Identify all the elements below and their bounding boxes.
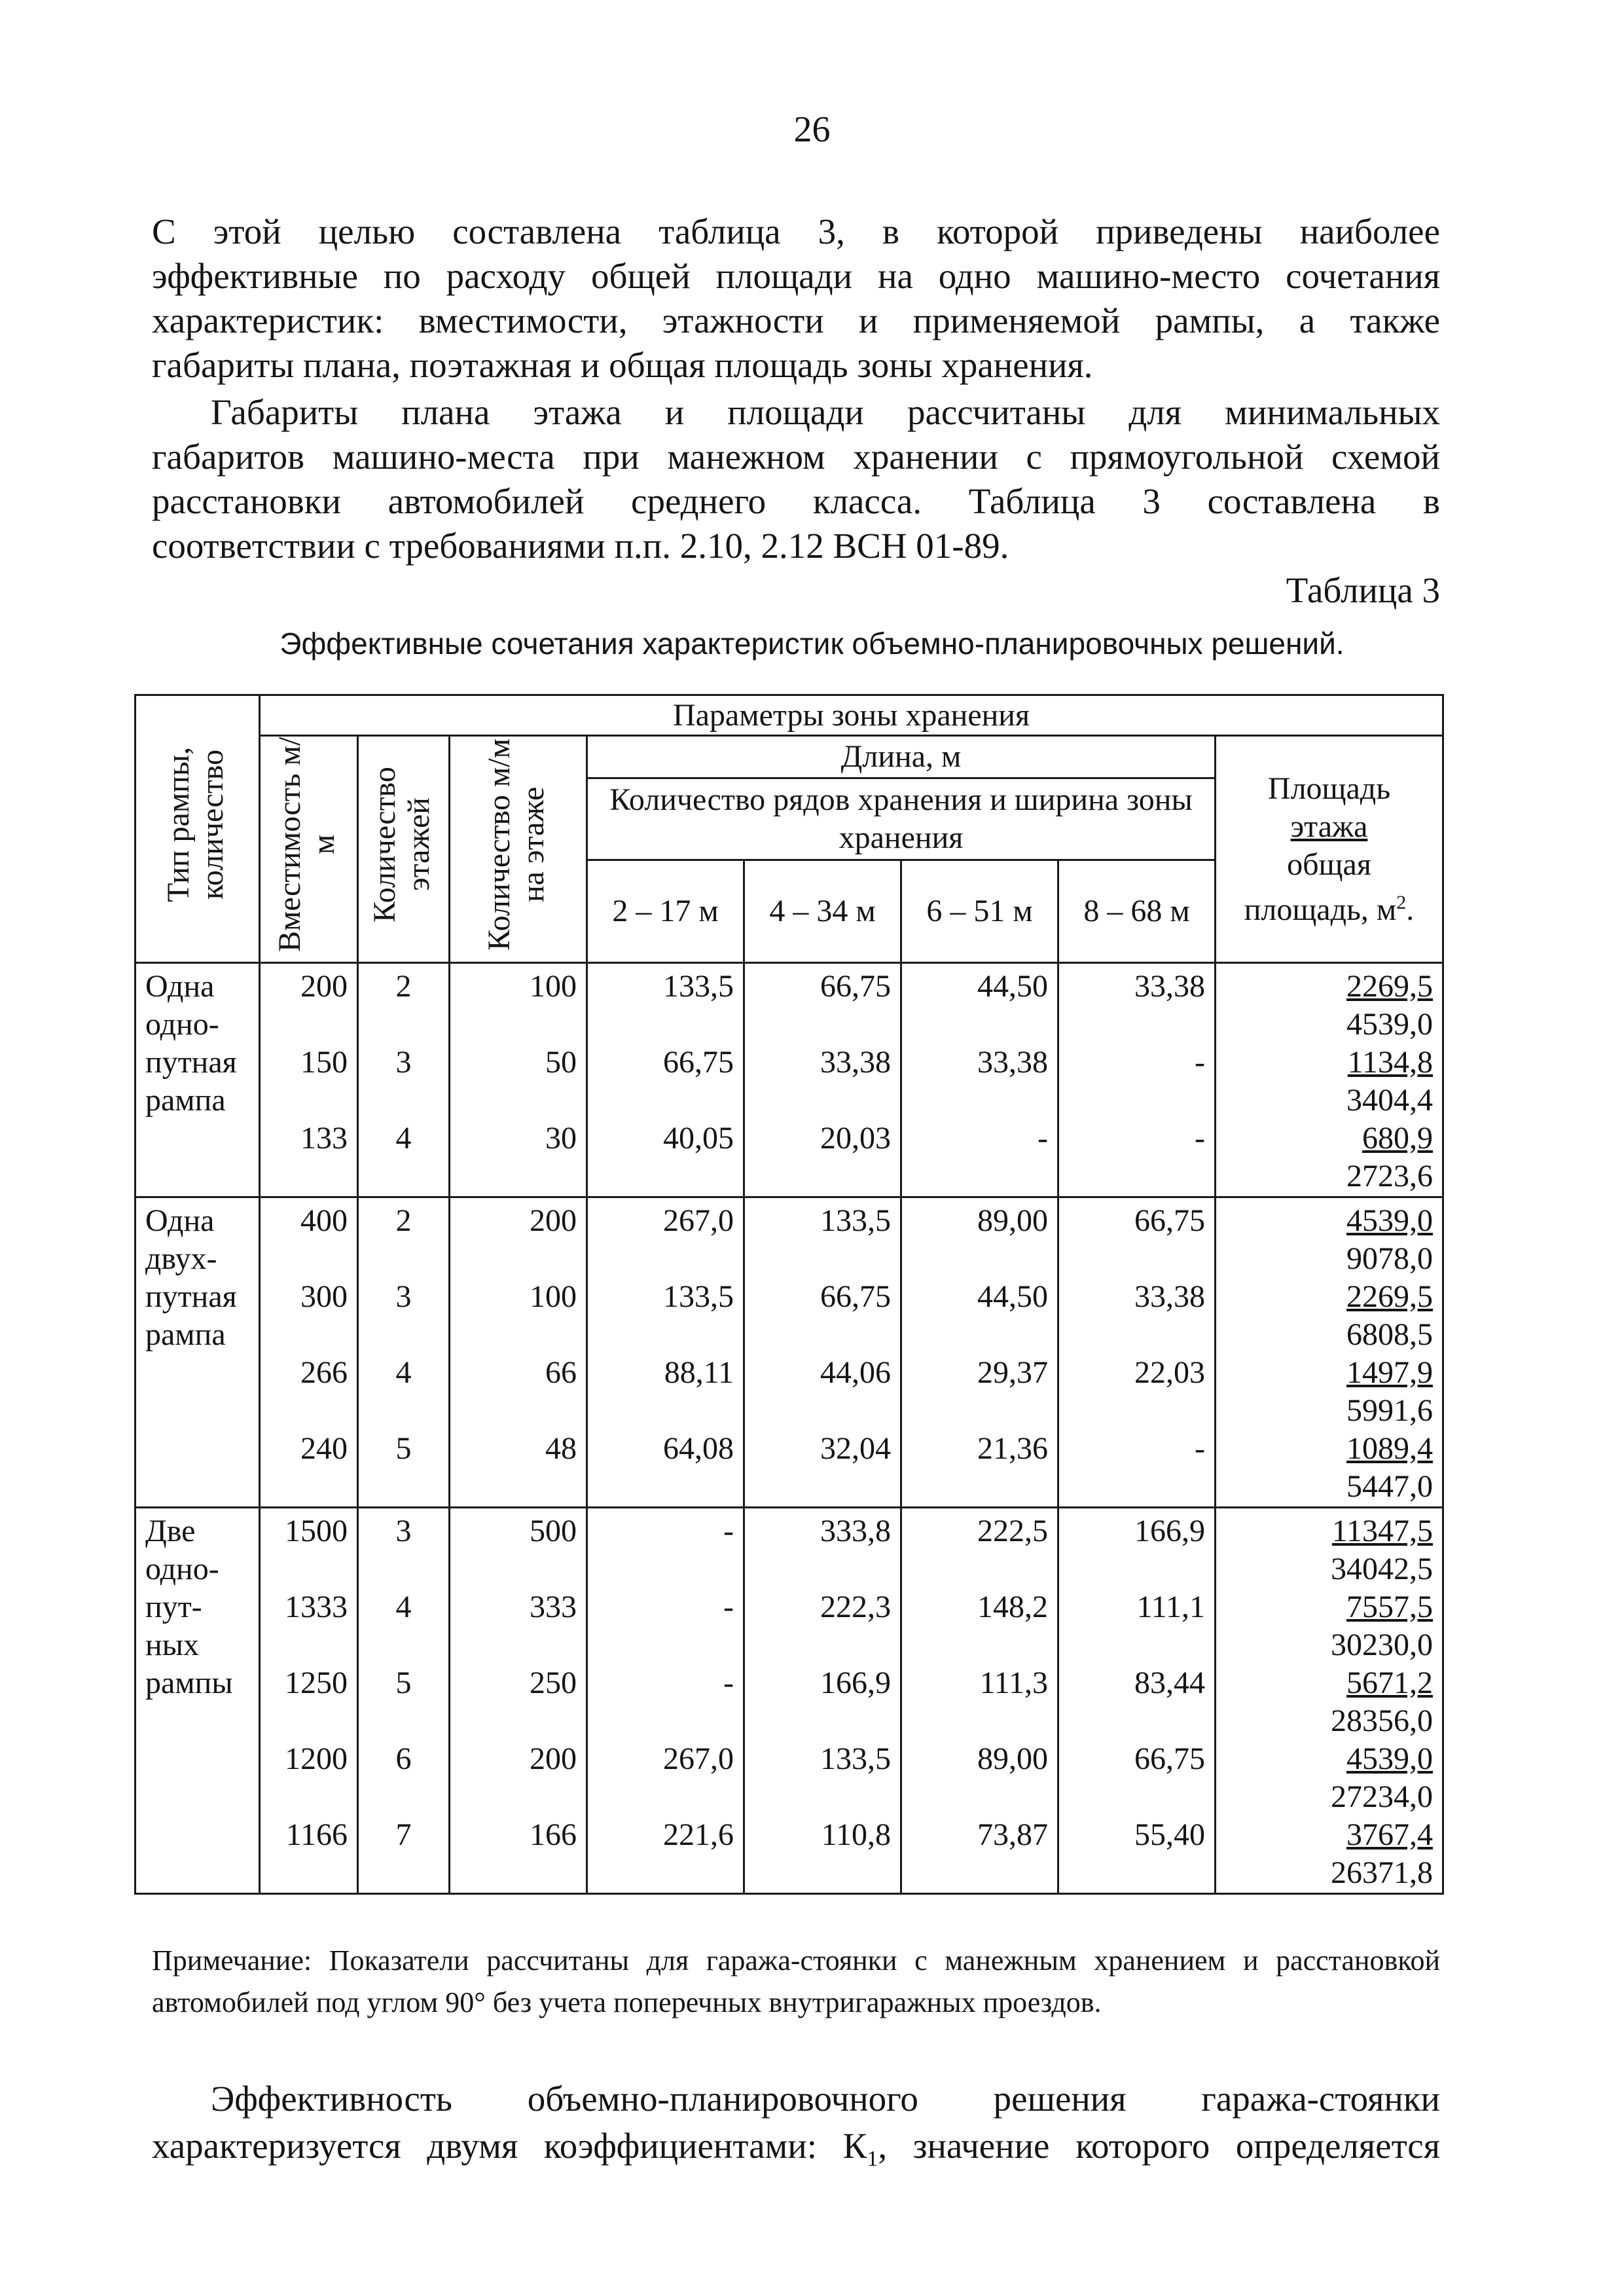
table-value: 100 [530,969,577,1004]
length-4-34-cell [744,1508,901,1894]
table-value: 73,87 [977,1817,1048,1852]
table-value: 200 [300,969,348,1004]
table-value: - [723,1514,734,1548]
table-value: 1250 [285,1666,348,1700]
table-value: 100 [530,1279,577,1314]
length-4-34-cell [744,1197,901,1508]
table-value: 133,5 [663,969,734,1004]
table-value: 250 [530,1666,577,1700]
floor-area-value: 5671,2 [1346,1666,1434,1700]
table-value: 66,75 [820,1279,891,1314]
table-value: 266 [300,1355,348,1390]
text-line: габаритов машино-места при манежном хранении с прямоугольной схемой [152,437,1440,477]
text-line: С этой целью составлена таблица 3, в которой приведены наиболее [152,211,1440,251]
floor-area-value: 1089,4 [1346,1431,1434,1466]
table-value: 32,04 [820,1431,891,1466]
header-rows-width: Количество рядов хранения и ширина зоны хранения [587,778,1216,860]
total-area-value: 4539,0 [1346,1007,1434,1042]
length-2-17-cell [587,963,744,1197]
table-value: 267,0 [663,1203,734,1238]
total-area-value: 34042,5 [1331,1552,1434,1586]
table-value: - [1038,1121,1048,1156]
table-value: 7 [395,1817,412,1852]
floor-area-value: 4539,0 [1346,1741,1434,1776]
table-value: 110,8 [821,1817,891,1852]
table-value: 300 [300,1279,348,1314]
total-area-value: 2723,6 [1346,1159,1434,1194]
table-value: 21,36 [977,1431,1048,1466]
ramp-type-line: Две [145,1514,196,1548]
floor-area-value: 3767,4 [1346,1817,1434,1852]
table-label: Таблица 3 [1286,570,1440,610]
total-area-value: 26371,8 [1331,1855,1434,1890]
header-col-2-17: 2 – 17 м [587,860,744,962]
table-value: 166,9 [820,1666,891,1700]
table-row-group [135,963,1443,1197]
table-value: 66,75 [663,1045,734,1080]
table-value: 89,00 [977,1203,1048,1238]
table-value: 4 [395,1121,412,1156]
floors-cell [358,1197,450,1508]
table-value: - [723,1666,734,1700]
table-value: 1200 [285,1741,348,1776]
header-length: Длина, м [587,736,1216,778]
table-value: 133,5 [820,1741,891,1776]
table-value: 4 [395,1590,412,1624]
length-4-34-cell [744,963,901,1197]
table-value: 5 [395,1431,412,1466]
table-value: 240 [300,1431,348,1466]
table-value: 88,11 [664,1355,734,1390]
table-value: 148,2 [977,1590,1048,1624]
header-storage-params: Параметры зоны хранения [260,695,1443,736]
table-value: 267,0 [663,1741,734,1776]
table-value: 400 [300,1203,348,1238]
header-ramp-type: Тип рампы, количество [135,695,260,963]
table-value: 133,5 [820,1203,891,1238]
table-value: 6 [395,1741,412,1776]
total-area-value: 9078,0 [1346,1241,1434,1276]
ramp-type-cell [135,1197,260,1508]
header-col-8-68: 8 – 68 м [1058,860,1216,962]
table-value: 333 [530,1590,577,1624]
area-cell [1216,1508,1443,1894]
table-value: 89,00 [977,1741,1048,1776]
table-value: 3 [395,1045,412,1080]
table-value: 66,75 [1134,1203,1205,1238]
floor-area-value: 4539,0 [1346,1203,1434,1238]
length-8-68-cell [1058,1508,1216,1894]
table-value: 222,5 [977,1514,1048,1548]
parameters-table [134,694,1444,1895]
floor-area-value: 2269,5 [1346,1279,1434,1314]
table-value: 83,44 [1134,1666,1205,1700]
ramp-type-line: пут- [145,1590,202,1624]
floors-cell [358,963,450,1197]
table-value: 111,3 [979,1666,1048,1700]
paragraph-dimensions [152,390,1440,568]
table-value: 150 [300,1045,348,1080]
table-value: 166 [530,1817,577,1852]
table-value: 55,40 [1134,1817,1205,1852]
table-value: 221,6 [663,1817,734,1852]
total-area-value: 27234,0 [1331,1779,1434,1814]
floor-area-value: 1134,8 [1347,1045,1434,1080]
area-line: Площадь [1267,771,1391,806]
header-floors: Количество этажей [358,736,450,963]
capacity-cell [260,1197,358,1508]
text-line: габариты плана, поэтажная и общая площадь зоны хранения. [152,345,1093,385]
table-value: 200 [530,1203,577,1238]
table-value: 33,38 [977,1045,1048,1080]
length-8-68-cell [1058,1197,1216,1508]
table-value: 2 [395,969,412,1004]
table-value: 166,9 [1134,1514,1205,1548]
floor-area-value: 2269,5 [1346,969,1434,1004]
table-value: 33,38 [1134,1279,1205,1314]
length-6-51-cell [901,963,1058,1197]
table-value: 333,8 [820,1514,891,1548]
table-value: 44,50 [977,969,1048,1004]
table-value: 222,3 [820,1590,891,1624]
floors-cell [358,1508,450,1894]
header-per-floor: Количество м/м на этаже [450,736,587,963]
table-value: 44,06 [820,1355,891,1390]
table-value: - [723,1590,734,1624]
total-area-value: 5991,6 [1346,1393,1434,1428]
length-6-51-cell [901,1508,1058,1894]
ramp-type-line: ных [145,1628,199,1662]
total-area-value: 6808,5 [1346,1317,1434,1352]
table-value: 22,03 [1134,1355,1205,1390]
ramp-type-line: Одна [145,1203,215,1238]
floor-area-value: 11347,5 [1331,1514,1434,1548]
table-value: 20,03 [820,1121,891,1156]
area-cell [1216,963,1443,1197]
table-value: 33,38 [1134,969,1205,1004]
ramp-type-cell [135,963,260,1197]
table-value: 5 [395,1666,412,1700]
total-area-value: 30230,0 [1331,1628,1434,1662]
ramp-type-line: рампа [145,1317,226,1352]
header-capacity: Вместимость м/м [260,736,358,963]
area-line: общая [1287,847,1371,882]
capacity-cell [260,963,358,1197]
table-value: 1333 [285,1590,348,1624]
text-line: эффективные по расходу общей площади на одно машино-место сочетания [152,256,1440,296]
table-value: 133,5 [663,1279,734,1314]
per-floor-cell [450,1508,587,1894]
total-area-value: 28356,0 [1331,1704,1434,1738]
total-area-value: 5447,0 [1346,1469,1434,1504]
table-value: 3 [395,1279,412,1314]
table-value: 33,38 [820,1045,891,1080]
table-row-group [135,1508,1443,1894]
table-value: 133 [300,1121,348,1156]
table-value: 111,1 [1136,1590,1205,1624]
area-line: этажа [1290,809,1368,844]
ramp-type-line: одно- [145,1007,219,1042]
capacity-cell [260,1508,358,1894]
table-row-group [135,1197,1443,1508]
text-line: характеристик: вместимости, этажности и применяемой рампы, а также [152,301,1440,340]
area-cell [1216,1197,1443,1508]
area-line: площадь, $м^2$. [1244,891,1415,927]
table-value: 29,37 [977,1355,1048,1390]
per-floor-cell [450,963,587,1197]
table-value: 48 [545,1431,577,1466]
table-value: 1166 [285,1817,348,1852]
text-line: Эффективность объемно-планировочного решения гаража-стоянки [211,2079,1440,2119]
floor-area-value: 1497,9 [1346,1355,1434,1390]
ramp-type-line: рампа [145,1083,226,1118]
ramp-type-line: Одна [145,969,215,1004]
length-6-51-cell [901,1197,1058,1508]
text-line: Габариты плана этажа и площади рассчитаны для минимальных [211,392,1440,432]
paragraph-efficiency [152,2075,1440,2183]
text-line: расстановки автомобилей среднего класса. Таблица 3 составлена в [152,481,1440,521]
total-area-value: 3404,4 [1346,1083,1434,1118]
table-value: 50 [545,1045,577,1080]
length-2-17-cell [587,1508,744,1894]
header-col-4-34: 4 – 34 м [744,860,901,962]
text-line: соответствии с требованиями п.п. 2.10, 2.12 ВСН 01-89. [152,526,1009,566]
table-value: - [1195,1121,1205,1156]
table-value: 4 [395,1355,412,1390]
text-line: характеризуется двумя коэффициентами: $К_1$, значение которого определяется [152,2126,1441,2171]
table-value: - [1195,1431,1205,1466]
table-value: 66,75 [820,969,891,1004]
ramp-type-line: путная [145,1279,237,1314]
ramp-type-line: рампы [145,1666,233,1700]
ramp-type-cell [135,1508,260,1894]
table-value: 200 [530,1741,577,1776]
floor-area-value: 7557,5 [1346,1590,1434,1624]
ramp-type-line: двух- [145,1241,217,1276]
table-value: 66 [545,1355,577,1390]
paragraph-intro [152,210,1440,388]
length-8-68-cell [1058,963,1216,1197]
ramp-type-line: путная [145,1045,237,1080]
table-value: 30 [545,1121,577,1156]
table-caption: Эффективные сочетания характеристик объемно-планировочных решений. [280,627,1344,661]
header-area [1216,736,1443,963]
table-value: 44,50 [977,1279,1048,1314]
per-floor-cell [450,1197,587,1508]
ramp-type-line: одно- [145,1552,219,1586]
page-number: 26 [793,109,831,150]
table-value: 66,75 [1134,1741,1205,1776]
table-value: 2 [395,1203,412,1238]
table-value: 40,05 [663,1121,734,1156]
table-note: Примечание: Показатели рассчитаны для гаража-стоянки с манежным хранением и расстановкой автомобилей под углом 90° без учета поперечных внутригаражных проездов. [152,1944,1440,2018]
table-value: 1500 [285,1514,348,1548]
length-2-17-cell [587,1197,744,1508]
table-value: 500 [530,1514,577,1548]
header-col-6-51: 6 – 51 м [901,860,1058,962]
floor-area-value: 680,9 [1362,1121,1434,1156]
table-value: 3 [395,1514,412,1548]
table-value: 64,08 [663,1431,734,1466]
table-value: - [1195,1045,1205,1080]
